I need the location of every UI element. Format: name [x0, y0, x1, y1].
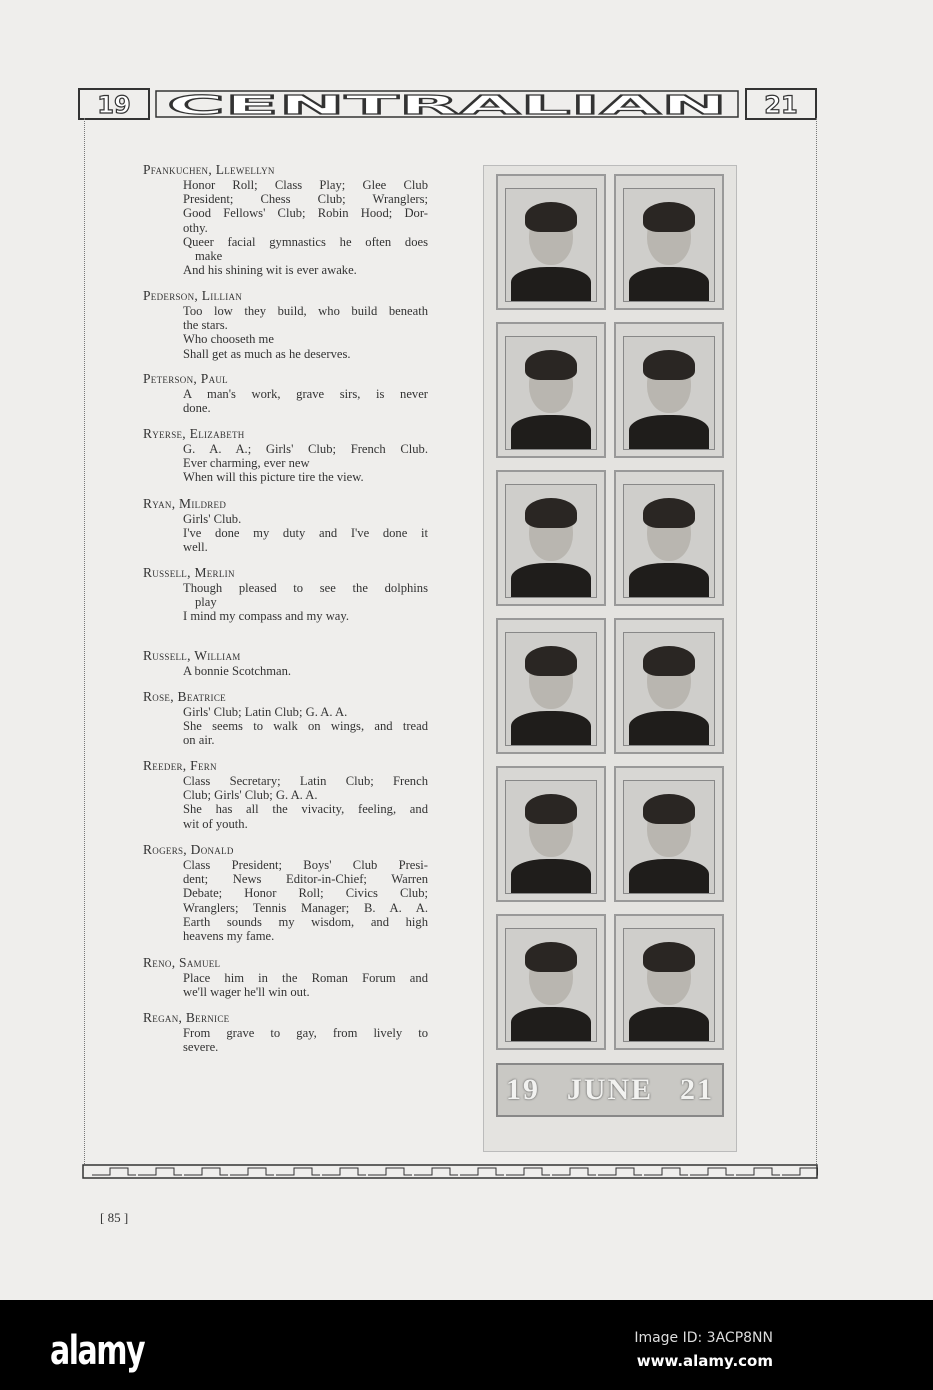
image-id: Image ID: 3ACP8NN: [634, 1330, 773, 1346]
student-portrait: [614, 322, 724, 458]
entry-text-line: Wranglers; Tennis Manager; B. A. A.: [183, 900, 428, 915]
senior-entry: [143, 496, 433, 555]
student-name: Pfankuchen, Llewellyn: [143, 162, 275, 177]
entry-text-line: Shall get as much as he deserves.: [183, 346, 351, 361]
student-portrait: [614, 174, 724, 310]
entry-text-line: I've done my duty and I've done it: [183, 526, 428, 541]
entry-text-line: Girls' Club; Latin Club; G. A. A.: [183, 705, 348, 719]
student-portrait: [614, 766, 724, 902]
senior-entry: [143, 842, 433, 943]
entry-text-line: othy.: [183, 220, 208, 235]
entry-text-line: From grave to gay, from lively to: [183, 1026, 428, 1040]
senior-entry: [143, 648, 433, 678]
entry-text-line: Girls' Club.: [183, 512, 242, 526]
student-portrait: [496, 766, 606, 902]
entry-text-line: make: [195, 249, 223, 264]
entry-text-line: Club; Girls' Club; G. A. A.: [183, 788, 318, 803]
student-portrait: [496, 322, 606, 458]
entry-text-line: Queer facial gymnastics he often does: [183, 234, 428, 249]
entry-text-line: wit of youth.: [183, 816, 248, 831]
entry-text-line: When will this picture tire the view.: [183, 470, 364, 485]
senior-entry: [143, 1010, 433, 1054]
entry-text-line: G. A. A.; Girls' Club; French Club.: [183, 442, 428, 456]
entry-text-line: Class President; Boys' Club Presi-: [183, 858, 428, 872]
page-number: [ 85 ]: [100, 1210, 129, 1225]
entry-text-line: And his shining wit is ever awake.: [183, 263, 357, 278]
svg-text:CENTRALIAN: CENTRALIAN: [167, 91, 727, 120]
entry-text-line: Honor Roll; Class Play; Glee Club: [183, 178, 428, 192]
senior-entry: [143, 371, 433, 415]
student-portrait: [496, 174, 606, 310]
entry-text-line: She seems to walk on wings, and tread: [183, 719, 428, 734]
student-name: Rogers, Donald: [143, 842, 234, 857]
student-name: Regan, Bernice: [143, 1010, 230, 1025]
entry-text-line: A bonnie Scotchman.: [183, 664, 292, 678]
watermark-url[interactable]: www.alamy.com: [636, 1352, 773, 1370]
entry-text-line: Class Secretary; Latin Club; French: [183, 774, 428, 788]
banner-year-left: 19: [506, 1073, 540, 1106]
banner-word: JUNE: [566, 1073, 654, 1106]
june-banner: [496, 1063, 724, 1117]
senior-entry: [143, 288, 433, 361]
student-portrait: [614, 914, 724, 1050]
entry-text-line: Though pleased to see the dolphins: [183, 581, 428, 595]
student-portrait: [496, 470, 606, 606]
student-name: Russell, Merlin: [143, 565, 235, 580]
entry-text-line: play: [195, 595, 217, 610]
student-portrait: [614, 618, 724, 754]
entry-text-line: President; Chess Club; Wranglers;: [183, 192, 428, 207]
entry-text-line: Ever charming, ever new: [183, 456, 310, 471]
entry-text-line: severe.: [183, 1040, 219, 1055]
student-name: Ryerse, Elizabeth: [143, 426, 245, 441]
entry-text-line: Good Fellows' Club; Robin Hood; Dor-: [183, 206, 428, 221]
banner-year-right: 21: [680, 1073, 714, 1106]
entry-text-line: She has all the vivacity, feeling, and: [183, 802, 428, 817]
student-name: Peterson, Paul: [143, 371, 228, 386]
entry-text-line: A man's work, grave sirs, is never: [183, 387, 428, 401]
entry-text-line: I mind my compass and my way.: [183, 609, 350, 624]
entry-text-line: Too low they build, who build beneath: [183, 304, 428, 318]
student-name: Pederson, Lillian: [143, 288, 243, 303]
footer-ornament: [82, 1163, 818, 1181]
senior-entry: [143, 162, 433, 277]
entry-text-line: heavens my fame.: [183, 929, 275, 944]
entry-text-line: we'll wager he'll win out.: [183, 985, 310, 1000]
senior-entry: [143, 689, 433, 748]
alamy-logo: alamy: [50, 1328, 145, 1374]
student-name: Russell, William: [143, 648, 241, 663]
centralian-header-banner: [78, 88, 818, 120]
entry-text-line: the stars.: [183, 318, 228, 333]
entry-text-line: done.: [183, 401, 211, 416]
entry-text-line: on air.: [183, 733, 215, 748]
entry-text-line: well.: [183, 540, 208, 555]
senior-entry: [143, 758, 433, 831]
watermark-bar: [0, 1300, 933, 1390]
photo-panel: [483, 165, 737, 1152]
entry-text-line: Place him in the Roman Forum and: [183, 971, 428, 985]
svg-text:19: 19: [97, 91, 131, 119]
senior-entry: [143, 955, 433, 999]
student-name: Reeder, Fern: [143, 758, 217, 773]
senior-entry: [143, 565, 433, 624]
student-name: Rose, Beatrice: [143, 689, 226, 704]
entry-text-line: Who chooseth me: [183, 332, 274, 347]
student-name: Reno, Samuel: [143, 955, 221, 970]
senior-entry: [143, 426, 433, 485]
entry-text-line: Earth sounds my wisdom, and high: [183, 914, 428, 929]
entry-text-line: dent; News Editor-in-Chief; Warren: [183, 872, 428, 887]
svg-text:21: 21: [764, 91, 798, 119]
entry-text-line: Debate; Honor Roll; Civics Club;: [183, 886, 428, 901]
student-portrait: [496, 618, 606, 754]
student-portrait: [614, 470, 724, 606]
student-name: Ryan, Mildred: [143, 496, 227, 511]
student-portrait: [496, 914, 606, 1050]
